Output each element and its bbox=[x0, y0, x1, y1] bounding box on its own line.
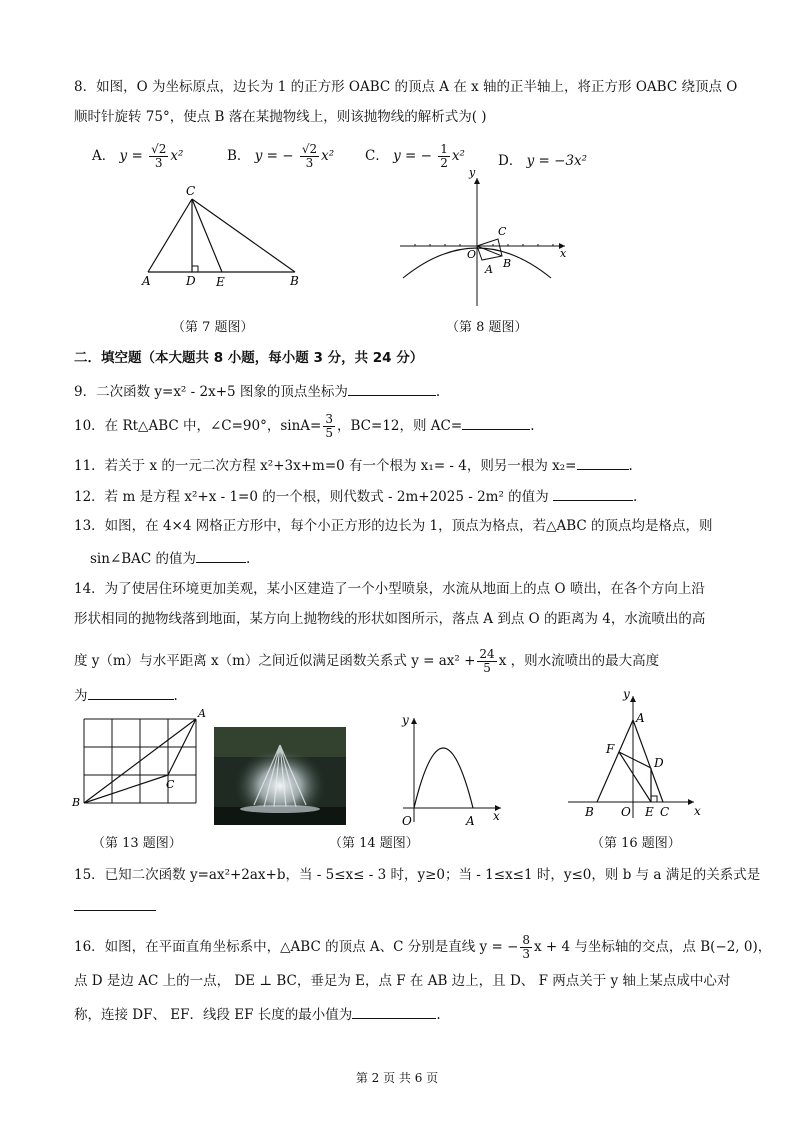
q13-line2: sin∠BAC 的值为 . bbox=[90, 548, 250, 568]
q15: 15．已知二次函数 y=ax²+2ax+b，当 - 5≤x≤ - 3 时，y≥0；当 - 1≤x≤1 时，y≤0，则 b 与 a 满足的关系式是 bbox=[74, 867, 761, 883]
q8-option-b: B． y = − $\frac{√2}{3}$ x² bbox=[227, 142, 335, 170]
q13-line1: 13．如图，在 4×4 网格正方形中，每个小正方形的边长为 1，顶点为格点，若△ABC 的顶点均是格点，则 bbox=[74, 518, 713, 534]
fig14-label-y: y bbox=[402, 713, 409, 727]
page-footer: 第 2 页 共 6 页 bbox=[355, 1071, 439, 1085]
fig16-label-a: A bbox=[636, 711, 645, 725]
figure-13 bbox=[72, 707, 212, 827]
fig16-label-f: F bbox=[606, 742, 615, 756]
q13-answer-blank[interactable] bbox=[196, 548, 246, 563]
fig16-label-d: D bbox=[654, 756, 664, 770]
section-2-heading: 二．填空题（本大题共 8 小题，每小题 3 分，共 24 分） bbox=[74, 350, 424, 366]
fig13-caption: （第 13 题图） bbox=[92, 836, 182, 851]
fig7-label-c: C bbox=[186, 184, 196, 198]
fig14-label-x: x bbox=[493, 809, 500, 823]
fig16-label-b: B bbox=[585, 805, 594, 819]
fig8-caption: （第 8 题图） bbox=[446, 320, 528, 335]
fig14-label-a: A bbox=[466, 814, 475, 828]
fig8-label-x: x bbox=[560, 247, 567, 260]
fig8-label-a: A bbox=[485, 263, 493, 276]
q12: 12．若 m 是方程 x²+x - 1=0 的一个根，则代数式 - 2m+2025 - 2m² 的值为 . bbox=[74, 486, 637, 506]
fountain-photo bbox=[214, 727, 346, 825]
fig16-label-x: x bbox=[694, 804, 701, 818]
q16-answer-blank[interactable] bbox=[352, 1004, 436, 1019]
q9-answer-blank[interactable] bbox=[348, 381, 436, 396]
q14-line1: 14．为了使居住环境更加美观，某小区建造了一个小型喷泉，水流从地面上的点 O 喷出，在各个方向上沿 bbox=[74, 581, 705, 597]
fig8-label-c: C bbox=[498, 225, 507, 238]
q14-line4: 为 . bbox=[74, 685, 178, 705]
q10: 10．在 Rt△ABC 中，∠C=90°，sinA= $\frac{3}{5}$ ，BC=12，则 AC= . bbox=[74, 412, 535, 440]
fig13-label-c: C bbox=[166, 778, 175, 791]
q9: 9．二次函数 y=x² - 2x+5 图象的顶点坐标为 . bbox=[74, 381, 440, 401]
fig16-label-y: y bbox=[623, 687, 630, 701]
q10-answer-blank[interactable] bbox=[462, 415, 530, 430]
fig13-label-a: A bbox=[198, 707, 206, 720]
q16-line3: 称，连接 DF、 EF．线段 EF 长度的最小值为 . bbox=[74, 1004, 441, 1024]
fig16-label-o: O bbox=[621, 805, 631, 819]
fig14-label-o: O bbox=[402, 814, 412, 828]
figure-8 bbox=[395, 166, 575, 308]
fig7-label-b: B bbox=[290, 274, 299, 288]
q8-option-c: C． y = − $\frac{1}{2}$ x² bbox=[365, 142, 465, 170]
q16-line2: 点 D 是边 AC 上的一点， DE ⊥ BC，垂足为 E，点 F 在 AB 边上，且 D、 F 两点关于 y 轴上某点成中心对 bbox=[74, 973, 731, 989]
fig7-label-e: E bbox=[216, 275, 225, 289]
q14-line2: 形状相同的抛物线落到地面，某方向上抛物线的形状如图所示，落点 A 到点 O 的距离为 4，水流喷出的高 bbox=[74, 611, 706, 627]
fig7-label-a: A bbox=[142, 274, 151, 288]
fig16-caption: （第 16 题图） bbox=[591, 836, 681, 851]
q8-option-d: D． y = −3x² bbox=[498, 153, 588, 169]
fig8-label-o: O bbox=[467, 248, 477, 261]
q8-option-a: A． y = $\frac{√2}{3}$ x² bbox=[92, 142, 184, 170]
fig16-label-e: E bbox=[645, 805, 654, 819]
fig16-label-c: C bbox=[660, 805, 670, 819]
q16-line1: 16．如图，在平面直角坐标系中，△ABC 的顶点 A、C 分别是直线 y = − $\frac{8}{3}$ x + 4 与坐标轴的交点，点 B(−2, 0)， bbox=[74, 933, 772, 961]
figure-16 bbox=[566, 687, 706, 820]
figure-7 bbox=[130, 183, 310, 288]
q14-line3: 度 y（m）与水平距离 x（m）之间近似满足函数关系式 y = ax² + $\frac{24}{5}$ x ，则水流喷出的最大高度 bbox=[74, 647, 660, 675]
q11: 11．若关于 x 的一元二次方程 x²+3x+m=0 有一个根为 x₁= - 4，则另一根为 x₂= . bbox=[74, 455, 633, 475]
q15-blank-line bbox=[74, 896, 156, 916]
fig7-label-d: D bbox=[186, 274, 196, 288]
q8-line1: 8．如图，O 为坐标原点，边长为 1 的正方形 OABC 的顶点 A 在 x 轴的正半轴上，将正方形 OABC 绕顶点 O bbox=[74, 79, 738, 95]
fig13-label-b: B bbox=[72, 796, 81, 809]
q11-answer-blank[interactable] bbox=[577, 455, 629, 470]
fig7-caption: （第 7 题图） bbox=[172, 320, 254, 335]
fig14-caption: （第 14 题图） bbox=[329, 836, 419, 851]
q15-answer-blank[interactable] bbox=[74, 896, 156, 911]
figure-14 bbox=[393, 710, 508, 828]
q12-answer-blank[interactable] bbox=[553, 486, 633, 501]
fig8-label-y: y bbox=[469, 166, 476, 179]
q14-answer-blank[interactable] bbox=[88, 685, 174, 700]
fig8-label-b: B bbox=[503, 257, 512, 270]
q8-line2: 顺时针旋转 75°，使点 B 落在某抛物线上，则该抛物线的解析式为( ) bbox=[74, 109, 487, 125]
